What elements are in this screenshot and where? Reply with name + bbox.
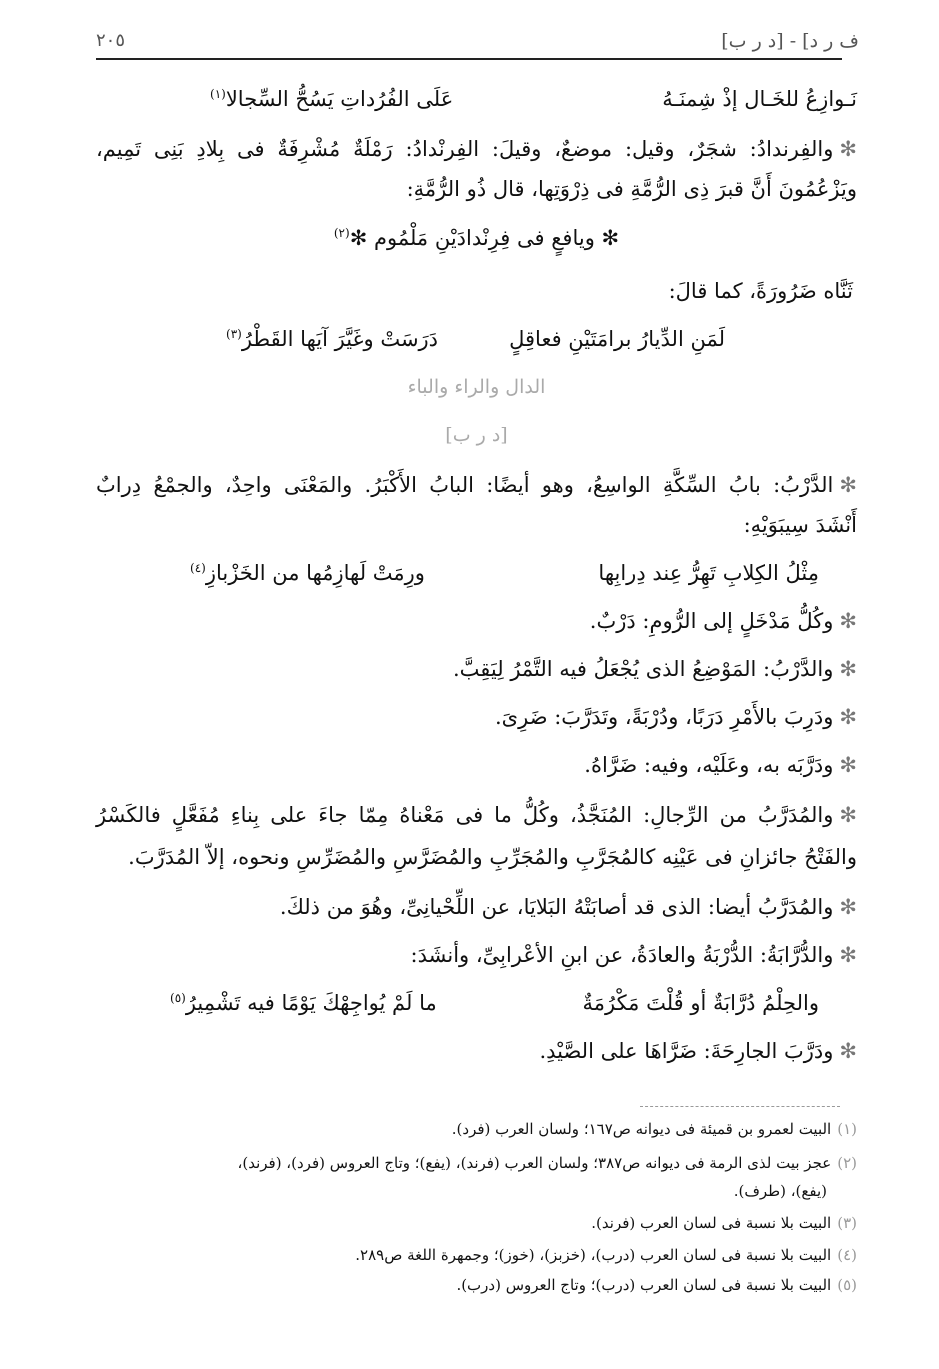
- entry-line: ✻ودَرَّبَه به، وعَلَيْه، وفيه: ضَرَّاهُ.: [584, 753, 857, 777]
- entry-darb: ✻الدَّرْبُ: بابُ السِّكَّةِ الواسِعُ، وهو أيضًا: البابُ الأَكْبَرُ. والمَعْنَى واحِدٌ، والجمْعُ دِرابٌ: [96, 473, 857, 497]
- entry-star-icon: ✻: [839, 473, 857, 497]
- running-header: ف ر د] - [د ر ب]: [721, 30, 859, 52]
- entry-mudarrab: ✻والمُدَرَّبُ من الرِّجالِ: المُنَجَّذُ، وكُلُّ ما فى مَعْناهُ مِمّا جاءَ على بِناءِ مُفَعَّلٍ فالكَسْرُ: [96, 803, 857, 827]
- footnote-3: (٣)البيت بلا نسبة فى لسان العرب (فرند).: [591, 1214, 857, 1232]
- entry-star-icon: ✻: [839, 943, 857, 967]
- entry-star-icon: ✻: [839, 657, 857, 681]
- footnote-ref-3: (٣): [226, 327, 242, 341]
- entry-star-icon: ✻: [839, 609, 857, 633]
- verse-3-second-hemistich: دَرَسَتْ وغَيَّرَ آيَها القَطْرُ$^{(٣)}$: [226, 327, 439, 351]
- footnote-separator: [640, 1106, 840, 1107]
- verse-1-second-hemistich: عَلَى الفُرُداتِ يَسُحُّ السِّجالا$^{(١)}$: [210, 87, 454, 111]
- verse-3-first-hemistich: لَمَنِ الدِّيارُ برامَتَيْنِ فعاقِلٍ: [509, 327, 725, 351]
- entry-firindad-cont: ويَزْعُمُونَ أَنَّ قبرَ ذِى الرُّمَّةِ فى ذِرْوَتِها، قال ذُو الرُّمَّةِ:: [406, 177, 857, 201]
- footnote-ref-5: (٥): [170, 991, 186, 1005]
- footnote-1: (١)البيت لعمرو بن قميئة فى ديوانه ص١٦٧؛ ولسان العرب (فرد).: [451, 1120, 857, 1138]
- entry-star-icon: ✻: [839, 895, 857, 919]
- footnote-ref-1: (١): [210, 87, 226, 101]
- entry-star-icon: ✻: [839, 1039, 857, 1063]
- entry-star-icon: ✻: [839, 137, 857, 161]
- verse-1-first-hemistich: نَـوازِعُ للخَـال إذْ شِمنَـهُ: [662, 87, 857, 111]
- footnote-2: (٢)عجز بيت لذى الرمة فى ديوانه ص٣٨٧؛ ولسان العرب (فرند)، (يفع)؛ وتاج العروس (فرد)، (فرند)،: [237, 1154, 857, 1172]
- footnote-2-cont: (يفع)، (طرف).: [733, 1182, 827, 1200]
- footnote-5: (٥)البيت بلا نسبة فى لسان العرب (درب)؛ وتاج العروس (درب).: [456, 1276, 857, 1294]
- entry-star-icon: ✻: [839, 753, 857, 777]
- root-heading: [د ر ب]: [445, 424, 508, 446]
- footnote-4: (٤)البيت بلا نسبة فى لسان العرب (درب)، (خزبز)، (خوز)؛ وجمهرة اللغة ص٢٨٩.: [355, 1246, 857, 1264]
- entry-line: ✻وكُلُّ مَدْخَلٍ إلى الرُّومِ: دَرْبٌ.: [589, 609, 857, 633]
- entry-line: ✻والدُّرَّابَةُ: الدُّرْبَةُ والعادَةُ، عن ابنِ الأعْرابِىِّ، وأنشَدَ:: [410, 943, 857, 967]
- section-heading: الدال والراء والباء: [407, 376, 546, 398]
- verse-5-second-hemistich: ما لَمْ يُواجِهْكَ يَوْمًا فيه تَشْمِيرُ$^{(٥)}$: [170, 991, 437, 1015]
- verse-4-first-hemistich: مِثْلُ الكِلابِ تَهِرُّ عِند دِرابِها: [598, 561, 819, 585]
- header-rule: [96, 58, 842, 60]
- footnote-ref-4: (٤): [190, 561, 206, 575]
- footnote-ref-2: (٢): [333, 226, 350, 240]
- page-number: ٢٠٥: [96, 30, 126, 51]
- explanation-line: ثَنَّاه ضَرُورَةً، كما قالَ:: [668, 279, 853, 303]
- entry-darb-cont: أَنْشَدَ سِيبَوَيْهِ:: [743, 513, 857, 537]
- entry-line: ✻ودَرَّبَ الجارِحَةَ: ضَرَّاهَا على الصَّيْدِ.: [539, 1039, 857, 1063]
- entry-mudarrab-cont: والفَتْحُ جائزانِ فى عَيْنِه كالمُجَرَّبِ والمُجَرِّبِ والمُضَرَّسِ والمُضَرِّسِ ونحوه، إلاّ المُدَرَّبَ.: [128, 845, 857, 869]
- entry-line: ✻ودَرِبَ بالأَمْرِ دَرَبًا، ودُرْبَةً، وتَدَرَّبَ: ضَرِىَ.: [495, 705, 857, 729]
- verse-5-first-hemistich: والحِلْمُ دُرَّابَةٌ أو قُلْتَ مَكْرُمَةٌ: [582, 991, 819, 1015]
- entry-firindad: ✻والفِرندادُ: شجَرٌ، وقيل: موضعٌ، وقيلَ: الفِرنْدادُ: رَمْلَةٌ مُشْرِفَةٌ فى بِلادِ بَنِى تَمِيم،: [96, 137, 857, 161]
- verse-4-second-hemistich: ورِمَتْ لَهازِمُها من الخَزْبازِ$^{(٤)}$: [190, 561, 425, 585]
- entry-star-icon: ✻: [839, 705, 857, 729]
- entry-line: ✻والدَّرْبُ: المَوْضِعُ الذى يُجْعَلُ فيه التَّمْرُ لِيَقِبَّ.: [453, 657, 857, 681]
- entry-line: ✻والمُدَرَّبُ أيضا: الذى قد أصابَتْهُ البَلايَا، عن اللِّحْيانِىِّ، وهُوَ من ذلكَ.: [279, 895, 857, 919]
- entry-star-icon: ✻: [839, 803, 857, 827]
- hemistich-2: ✻ ويافعٍ فى فِرِنْدادَيْنِ مَلْمُوم ✻$^{(٢)}$: [333, 226, 620, 250]
